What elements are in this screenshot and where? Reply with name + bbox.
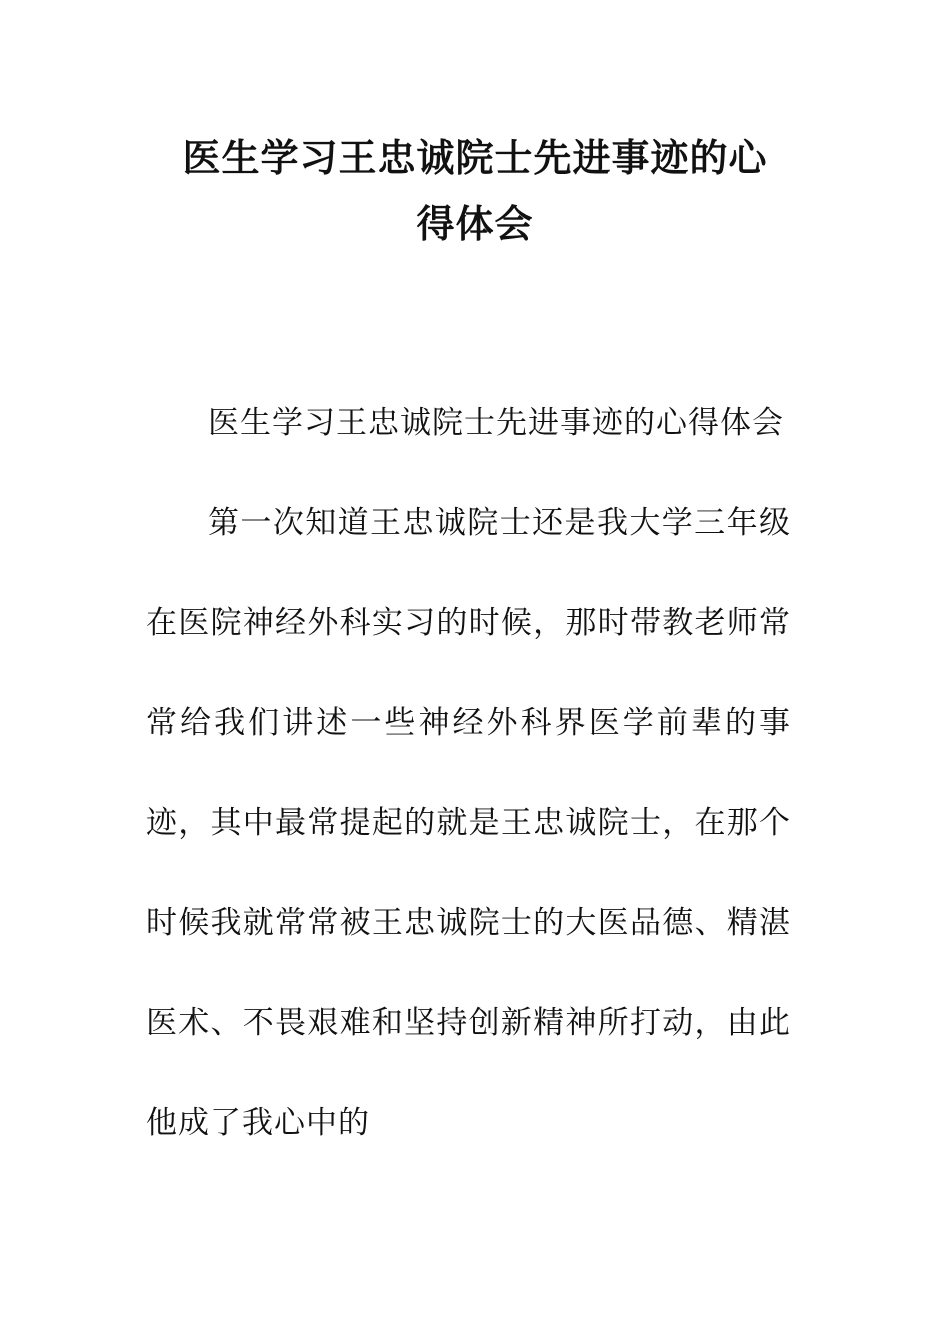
paragraph-subtitle: 医生学习王忠诚院士先进事迹的心得体会 (208, 405, 784, 441)
paragraph-main: 第一次知道王忠诚院士还是我大学三年级在医院神经外科实习的时候，那时带教老师常常给我们讲述一些神经外科界医学前辈的事迹，其中最常提起的就是王忠诚院士，在那个时候我就常常被王忠诚院士的大医品德、精湛医术、不畏艰难和坚持创新精神所打动，由此他成了我心中的 (146, 505, 791, 1141)
title-line-2: 得体会 (416, 201, 534, 246)
document-title (145, 125, 805, 257)
title-line-1: 医生学习王忠诚院士先进事迹的心 (182, 135, 768, 180)
document-body (146, 373, 791, 1173)
